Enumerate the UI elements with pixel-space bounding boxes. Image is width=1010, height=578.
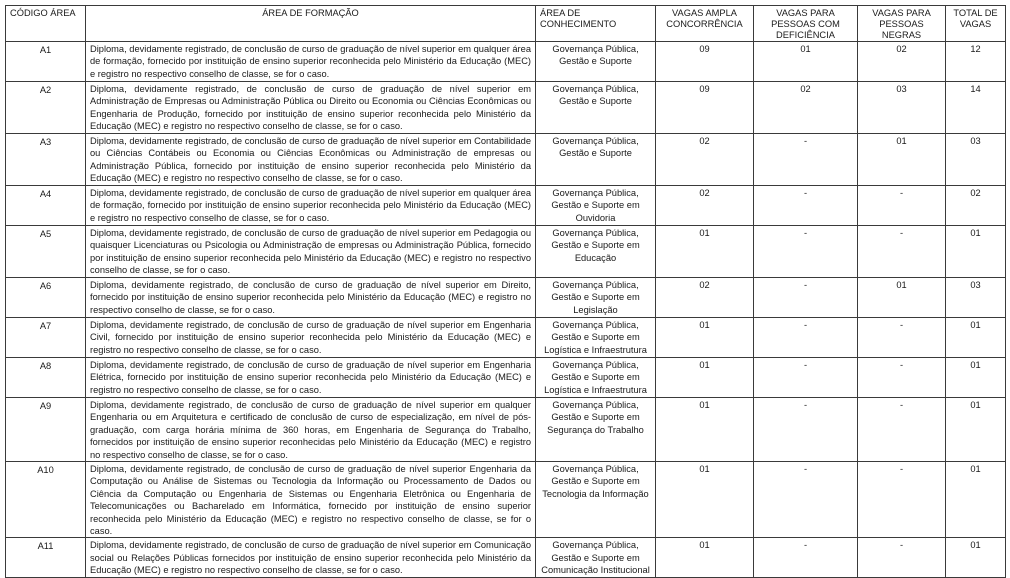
row-ampla: 01 [656,462,754,538]
header-total: TOTAL DE VAGAS [946,6,1006,42]
row-deficiencia: - [754,278,858,318]
row-conhecimento: Governança Pública, Gestão e Suporte em Logística e Infraestrutura [536,318,656,358]
row-ampla: 01 [656,398,754,462]
table-row [6,358,1006,398]
row-negras: - [858,226,946,278]
row-ampla: 09 [656,82,754,134]
row-code: A10 [6,462,86,538]
row-formacao: Diploma, devidamente registrado, de conclusão de curso de graduação de nível superior Engenharia da Computação ou Análise de Sistemas ou Tecnologia da Informação ou Processamento de Dados ou Ciência da Computação ou Engenharia de Sistemas ou Engenharia Eletrônica ou Engenharia de Telecomunicações ou Bacharelado em Informática, fornecido por instituição de ensino superior reconhecida pelo Ministério da Educação (MEC) e registro no respectivo conselho de classe, se for o caso. [86,462,536,538]
row-code: A2 [6,82,86,134]
row-conhecimento: Governança Pública, Gestão e Suporte [536,82,656,134]
row-ampla: 01 [656,358,754,398]
row-formacao: Diploma, devidamente registrado, de conclusão de curso de graduação de nível superior em Administração de Empresas ou Administração Pública ou Direito ou Economia ou Ciências Econômicas ou Engenharia de Produção, fornecido por instituição de ensino superior reconhecida pelo Ministério da Educação (MEC) e registro no respectivo conselho de classe, se for o caso. [86,82,536,134]
row-total: 01 [946,226,1006,278]
row-deficiencia: - [754,134,858,186]
table-body [6,42,1006,578]
row-formacao: Diploma, devidamente registrado, de conclusão de curso de graduação de nível superior em Engenharia Elétrica, fornecido por instituição de ensino superior reconhecida pelo Ministério da Educação (MEC) e registro no respectivo conselho de classe, se for o caso. [86,358,536,398]
header-conhecimento: ÁREA DE CONHECIMENTO [536,6,656,42]
row-negras: - [858,358,946,398]
row-negras: 02 [858,42,946,82]
row-code: A11 [6,538,86,578]
row-ampla: 09 [656,42,754,82]
row-code: A3 [6,134,86,186]
row-deficiencia: - [754,358,858,398]
row-total: 14 [946,82,1006,134]
vacancies-table [5,5,1006,578]
row-deficiencia: - [754,398,858,462]
header-ampla: VAGAS AMPLA CONCORRÊNCIA [656,6,754,42]
row-ampla: 02 [656,186,754,226]
row-deficiencia: - [754,318,858,358]
row-code: A6 [6,278,86,318]
row-conhecimento: Governança Pública, Gestão e Suporte em Legislação [536,278,656,318]
row-negras: - [858,318,946,358]
row-conhecimento: Governança Pública, Gestão e Suporte em Segurança do Trabalho [536,398,656,462]
row-conhecimento: Governança Pública, Gestão e Suporte [536,134,656,186]
row-ampla: 01 [656,318,754,358]
row-conhecimento: Governança Pública, Gestão e Suporte em Comunicação Institucional [536,538,656,578]
row-ampla: 01 [656,538,754,578]
row-ampla: 02 [656,134,754,186]
row-deficiencia: - [754,186,858,226]
row-negras: - [858,186,946,226]
table-row [6,462,1006,538]
table-row [6,186,1006,226]
row-formacao: Diploma, devidamente registrado, de conclusão de curso de graduação de nível superior em Engenharia Civil, fornecido por instituição de ensino superior reconhecida pelo Ministério da Educação (MEC) e registro no respectivo conselho de classe, se for o caso. [86,318,536,358]
row-total: 01 [946,462,1006,538]
row-code: A4 [6,186,86,226]
row-formacao: Diploma, devidamente registrado, de conclusão de curso de graduação de nível superior em Direito, fornecido por instituição de ensino superior reconhecida pelo Ministério da Educação (MEC) e registro no respectivo conselho de classe, se for o caso. [86,278,536,318]
row-code: A5 [6,226,86,278]
header-codigo: CÓDIGO ÁREA [6,6,86,42]
header-deficiencia: VAGAS PARA PESSOAS COM DEFICIÊNCIA [754,6,858,42]
row-formacao: Diploma, devidamente registrado, de conclusão de curso de graduação de nível superior em Pedagogia ou quaisquer Licenciaturas ou Psicologia ou Administração de empresas ou Administração Pública, fornecido por instituição de ensino superior reconhecida pelo Ministério da Educação (MEC) e registro no respectivo conselho de classe, se for o caso. [86,226,536,278]
row-conhecimento: Governança Pública, Gestão e Suporte em Tecnologia da Informação [536,462,656,538]
table-row [6,42,1006,82]
row-total: 01 [946,398,1006,462]
row-total: 12 [946,42,1006,82]
row-formacao: Diploma, devidamente registrado, de conclusão de curso de graduação de nível superior em qualquer área de formação, fornecido por instituição de ensino superior reconhecida pelo Ministério da Educação (MEC) e registro no respectivo conselho de classe, se for o caso. [86,186,536,226]
header-formacao: ÁREA DE FORMAÇÃO [86,6,536,42]
row-total: 03 [946,278,1006,318]
row-total: 01 [946,318,1006,358]
row-code: A8 [6,358,86,398]
row-formacao: Diploma, devidamente registrado, de conclusão de curso de graduação de nível superior em Comunicação social ou Relações Públicas fornecidos por instituição de ensino superior reconhecida pelo Ministério da Educação (MEC) e registro no respectivo conselho de classe, se for o caso. [86,538,536,578]
row-negras: - [858,462,946,538]
table-row [6,226,1006,278]
row-conhecimento: Governança Pública, Gestão e Suporte em Logística e Infraestrutura [536,358,656,398]
row-code: A7 [6,318,86,358]
row-deficiencia: 02 [754,82,858,134]
table-row [6,318,1006,358]
row-ampla: 02 [656,278,754,318]
row-deficiencia: 01 [754,42,858,82]
row-code: A9 [6,398,86,462]
row-negras: 01 [858,134,946,186]
row-formacao: Diploma, devidamente registrado, de conclusão de curso de graduação de nível superior em qualquer Engenharia ou em Arquitetura e certificado de conclusão de curso de especialização, em nível de pós-graduação, com carga horária mínima de 360 horas, em Engenharia de Segurança do Trabalho, fornecidos por instituição de ensino superior reconhecidas pelo Ministério da Educação (MEC) e registro no respectivo conselho de classe, se for o caso. [86,398,536,462]
row-formacao: Diploma, devidamente registrado, de conclusão de curso de graduação de nível superior em Contabilidade ou Ciências Contábeis ou Economia ou Ciências Econômicas ou Administração de empresas ou Administração Pública, fornecido por instituição de ensino superior reconhecida pelo Ministério da Educação (MEC) e registro no respectivo conselho de classe, se for o caso. [86,134,536,186]
row-formacao: Diploma, devidamente registrado, de conclusão de curso de graduação de nível superior em qualquer área de formação, fornecido por instituição de ensino superior reconhecida pelo Ministério da Educação (MEC) e registro no respectivo conselho de classe, se for o caso. [86,42,536,82]
row-negras: 01 [858,278,946,318]
row-deficiencia: - [754,538,858,578]
row-negras: - [858,398,946,462]
row-negras: 03 [858,82,946,134]
header-negras: VAGAS PARA PESSOAS NEGRAS [858,6,946,42]
row-deficiencia: - [754,226,858,278]
row-negras: - [858,538,946,578]
row-conhecimento: Governança Pública, Gestão e Suporte em Ouvidoria [536,186,656,226]
table-row [6,278,1006,318]
row-conhecimento: Governança Pública, Gestão e Suporte [536,42,656,82]
row-deficiencia: - [754,462,858,538]
row-total: 01 [946,358,1006,398]
table-row [6,82,1006,134]
table-row [6,398,1006,462]
row-total: 01 [946,538,1006,578]
row-ampla: 01 [656,226,754,278]
row-total: 02 [946,186,1006,226]
header-row [6,6,1006,42]
row-total: 03 [946,134,1006,186]
table-row [6,134,1006,186]
row-code: A1 [6,42,86,82]
row-conhecimento: Governança Pública, Gestão e Suporte em Educação [536,226,656,278]
